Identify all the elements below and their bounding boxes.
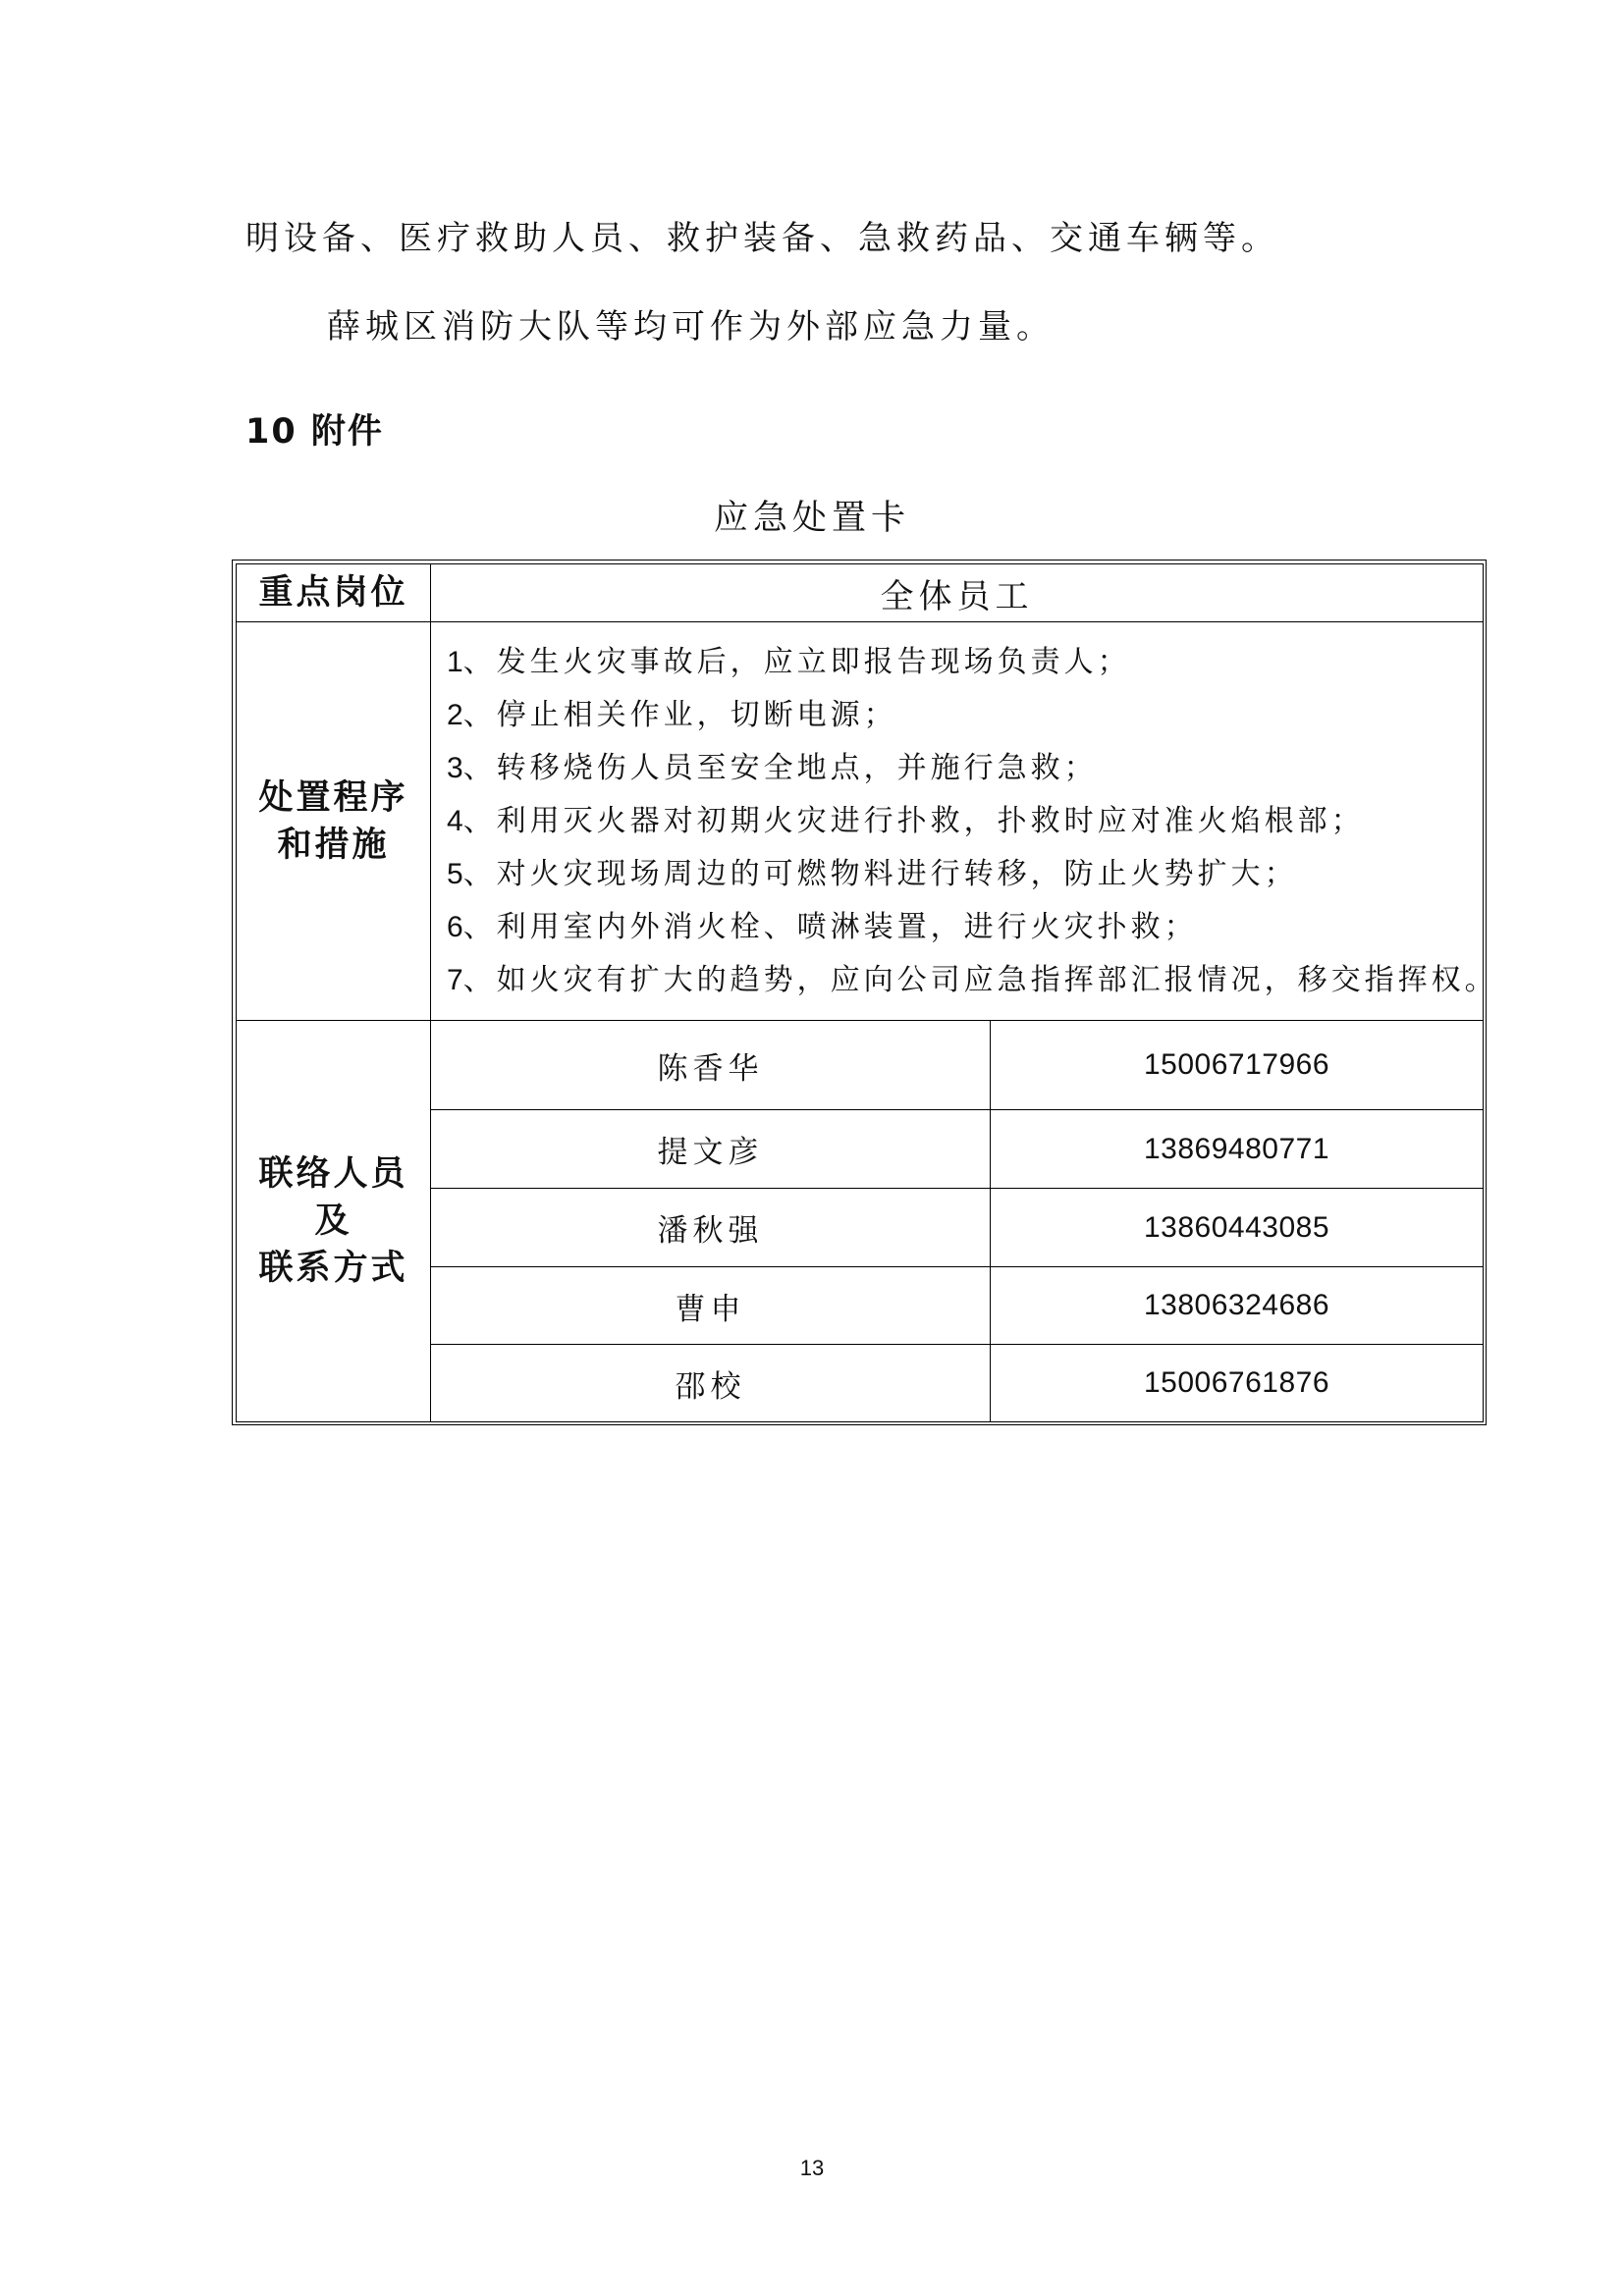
step-4: 4、利用灭火器对初期火灾进行扑救，扑救时应对准火焰根部； xyxy=(447,803,1365,838)
contacts-label xyxy=(237,1021,431,1422)
step-2: 2、停止相关作业，切断电源； xyxy=(447,697,897,732)
step-1: 1、发生火灾事故后，应立即报告现场负责人； xyxy=(447,644,1131,679)
page-number: 13 xyxy=(799,2156,825,2180)
procedures-label-line-2: 和措施 xyxy=(277,824,390,865)
contacts-label-line-2: 及 xyxy=(314,1201,352,1241)
step-7: 7、如火灾有扩大的趋势，应向公司应急指挥部汇报情况，移交指挥权。 xyxy=(447,962,1498,997)
contact-name: 邵校 xyxy=(431,1345,991,1422)
section-title: 附件 xyxy=(310,412,384,452)
step-6: 6、利用室内外消火栓、喷淋装置，进行火灾扑救； xyxy=(447,909,1198,944)
contacts-label-line-3: 联系方式 xyxy=(258,1248,408,1288)
contact-phone: 13869480771 xyxy=(991,1110,1484,1189)
procedures-steps xyxy=(431,622,1498,1021)
key-post-row xyxy=(237,564,1484,622)
section-heading xyxy=(245,410,384,454)
contact-phone: 13806324686 xyxy=(991,1267,1484,1345)
contact-row xyxy=(237,1021,1484,1110)
key-post-label: 重点岗位 xyxy=(237,564,431,622)
contact-phone: 15006717966 xyxy=(991,1021,1484,1110)
contacts-label-line-1: 联络人员 xyxy=(258,1153,408,1194)
contact-name: 提文彦 xyxy=(431,1110,991,1189)
body-paragraph-1: 明设备、医疗救助人员、救护装备、急救药品、交通车辆等。 xyxy=(245,219,1279,258)
step-5: 5、对火灾现场周边的可燃物料进行转移，防止火势扩大； xyxy=(447,856,1298,891)
contact-name: 陈香华 xyxy=(431,1021,991,1110)
key-post-value: 全体员工 xyxy=(431,564,1484,622)
procedures-label-line-1: 处置程序 xyxy=(258,776,408,818)
procedures-row xyxy=(237,622,1484,1021)
contact-name: 曹申 xyxy=(431,1267,991,1345)
card-title: 应急处置卡 xyxy=(713,499,910,538)
procedures-label xyxy=(237,622,431,1021)
body-paragraph-2: 薛城区消防大队等均可作为外部应急力量。 xyxy=(327,307,1055,347)
step-3: 3、转移烧伤人员至安全地点，并施行急救； xyxy=(447,750,1098,785)
contact-phone: 13860443085 xyxy=(991,1189,1484,1267)
contact-phone: 15006761876 xyxy=(991,1345,1484,1422)
section-number: 10 xyxy=(245,412,298,452)
emergency-card-table xyxy=(232,560,1498,1425)
contact-name: 潘秋强 xyxy=(431,1189,991,1267)
